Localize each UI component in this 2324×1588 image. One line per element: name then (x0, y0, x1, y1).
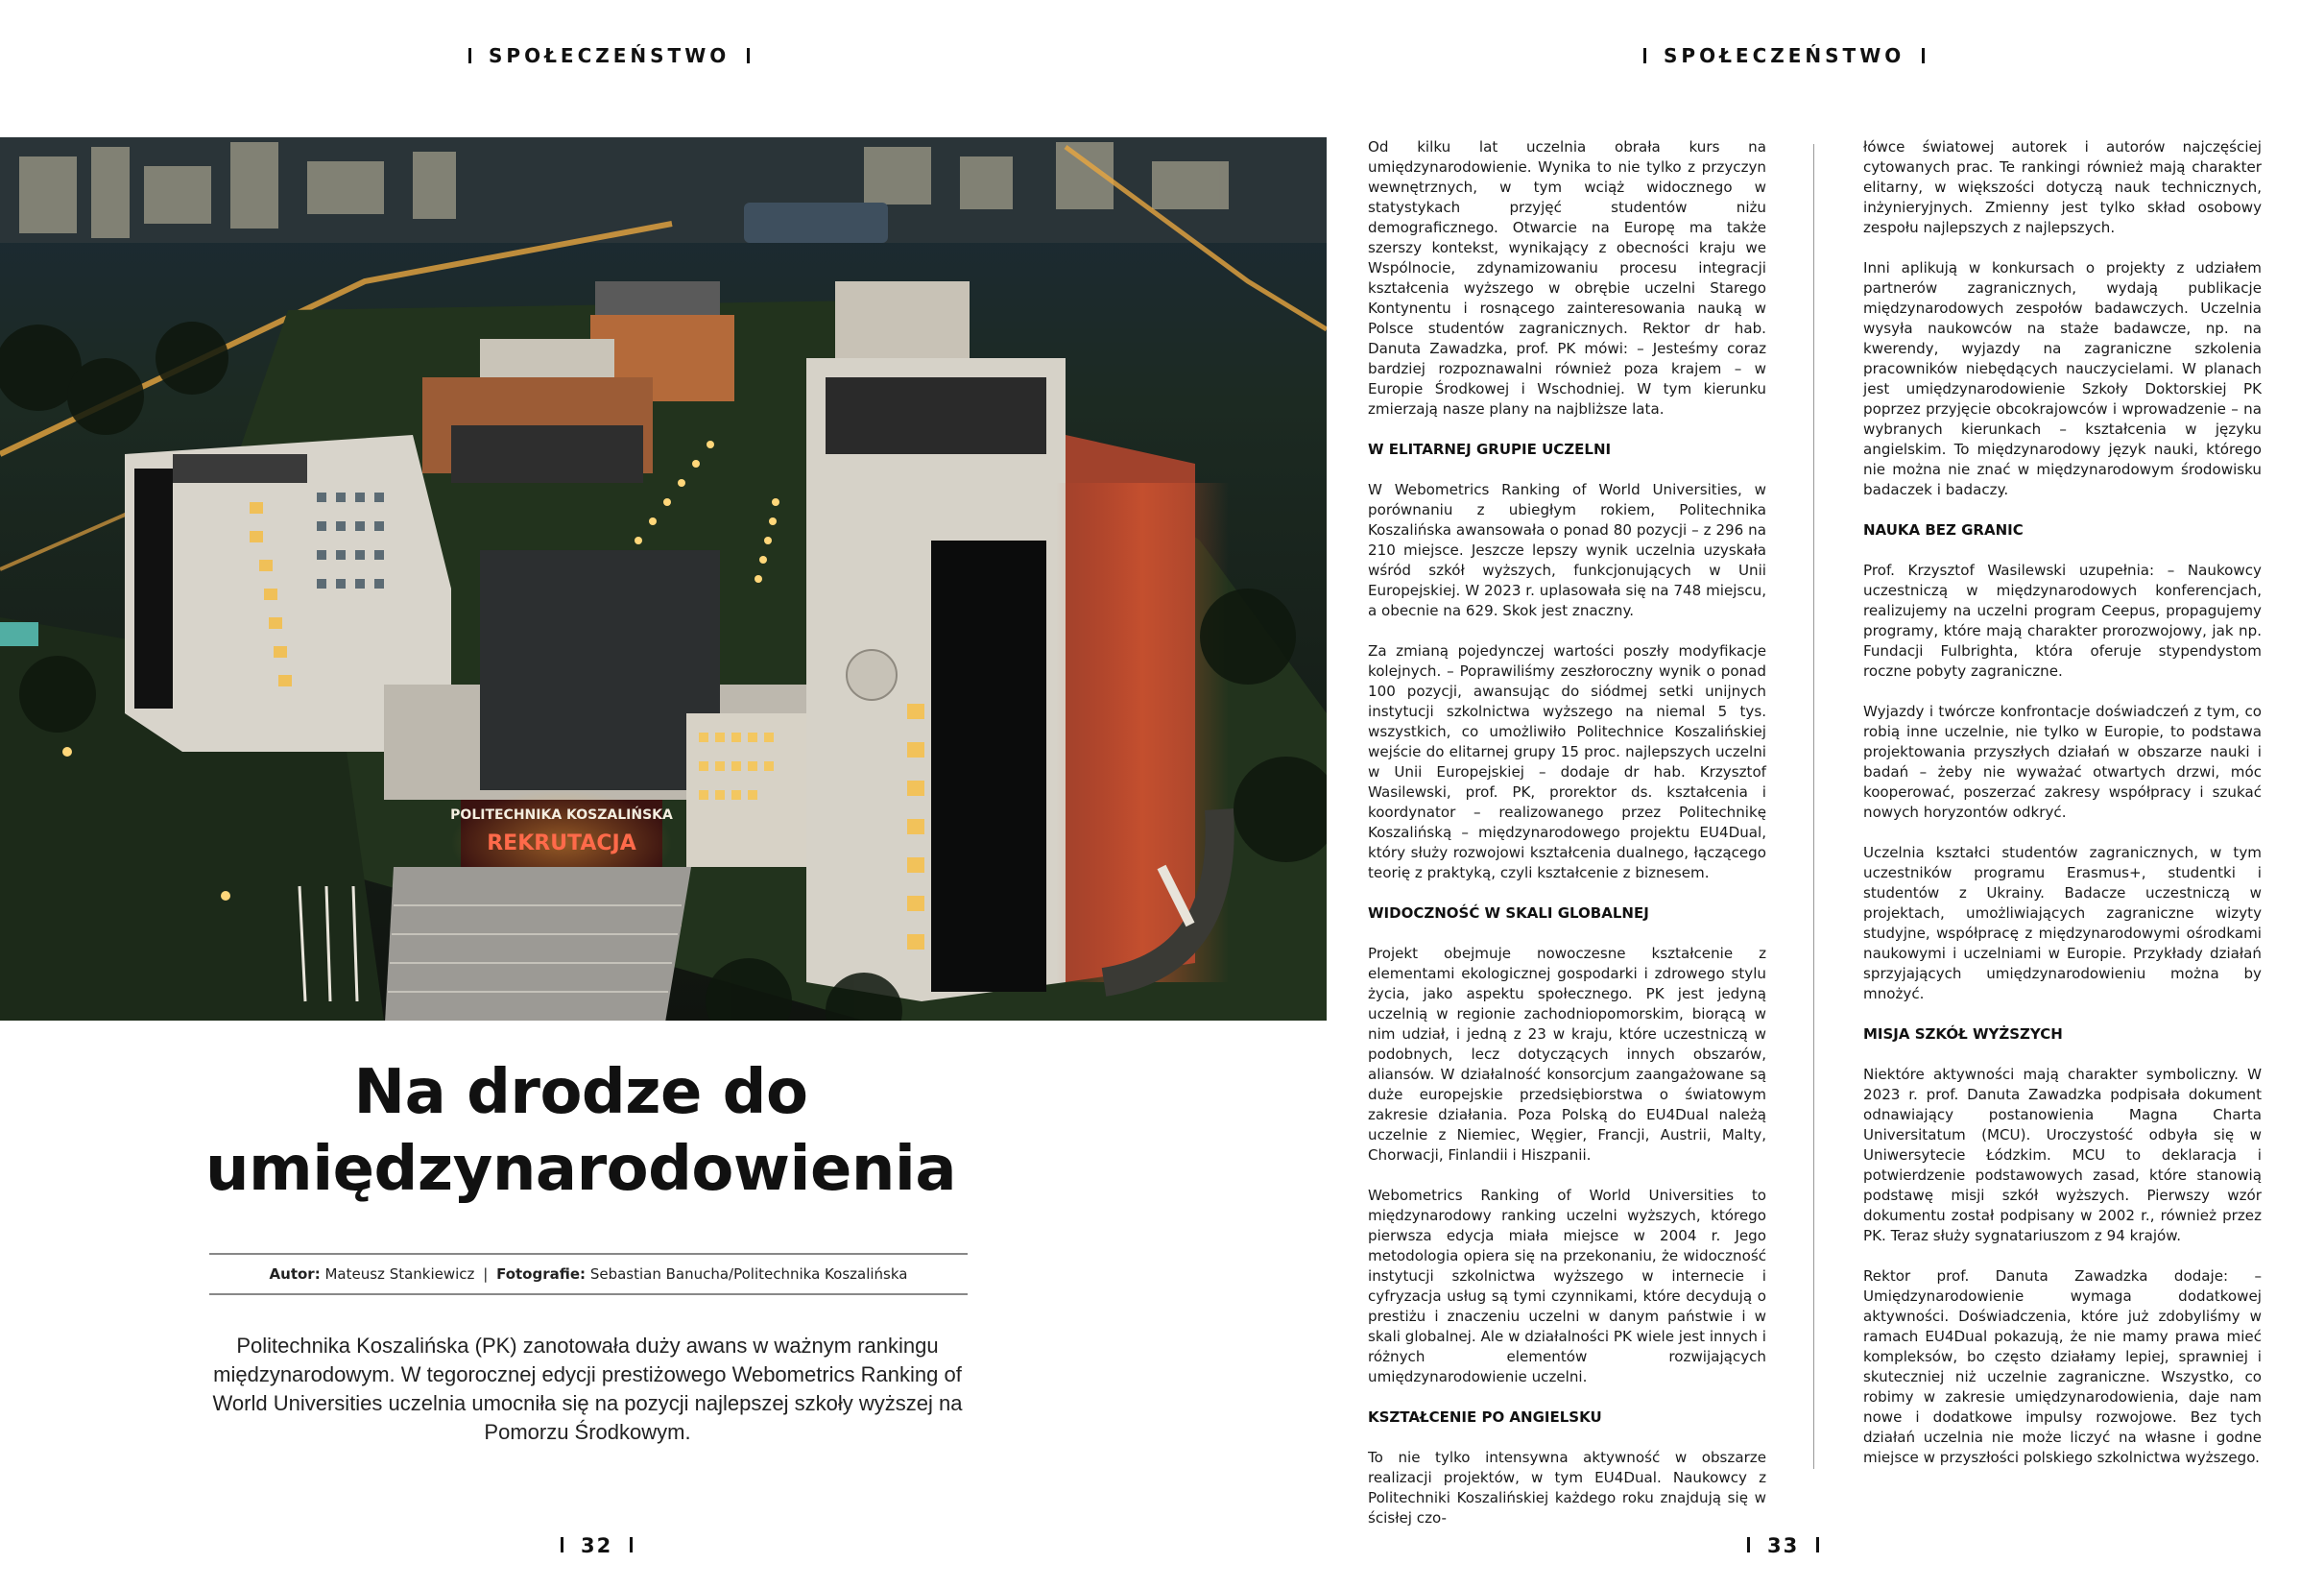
right-page (1162, 0, 2324, 1588)
paragraph: Wyjazdy i twórcze konfrontacje doświadczeń z tym, co robią inne uczelnie, nie tylko w Europie, to podstawa projektowania przyszłych działań w obszarze nauki i badań – żeby nie wyważać otwartych drzwi, móc kooperować, poszerzać zakresy współpracy i szukać nowych horyzontów odkryć. (1863, 703, 2262, 821)
running-head-right (1626, 44, 1942, 67)
paragraph: W Webometrics Ranking of World Universities, w porównaniu z ubiegłym rokiem, Politechnika Koszalińska awansowała o ponad 80 pozycji – z 296 na 210 miejsce. Jeszcze lepszy wynik uczelnia uzyskała wśród szkół wyższych, funkcjonujących w Unii Europejskiej. W 2023 r. uplasowała się na 748 miejscu, a obecnie na 629. Skok jest znaczny. (1368, 481, 1766, 619)
folio-right (1730, 1534, 1836, 1557)
headline-line-1: Na drodze do (353, 1057, 808, 1128)
page-number: 33 (1767, 1534, 1800, 1557)
paragraph: Niektóre aktywności mają charakter symboliczny. W 2023 r. prof. Danuta Zawadzka podpisała dokument odnawiający postanowienia Magna Charta Universitatum (MCU). Uroczystość odbyła się w Uniwersytecie Łódzkim. MCU to deklaracja i potwierdzenie podstawowych zasad, które stanowią podstawę misji szkół wyższych. Pierwszy wzór dokumentu został podpisany w 2002 r., również przez PK. Teraz służy sygnatariuszom z 94 krajów. (1863, 1066, 2262, 1244)
photo-credit-label: Fotografie: (496, 1265, 587, 1283)
section-name: SPOŁECZEŃSTWO (489, 44, 731, 67)
article-headline (0, 1054, 1162, 1208)
folio-left (543, 1534, 650, 1557)
building-sign-bottom: REKRUTACJA (487, 831, 636, 855)
paragraph: łówce światowej autorek i autorów najczęściej cytowanych prac. Te rankingi również mają charakter elitarny, w większości dotyczą nauk technicznych, inżynieryjnych. Zmienny jest tylko skład osobowy zespołu najlepszych z najlepszych. (1863, 138, 2262, 236)
headline-line-2: umiędzynarodowienia (204, 1134, 957, 1205)
paragraph: To nie tylko intensywna aktywność w obszarze realizacji projektów, w tym EU4Dual. Naukowcy z Politechniki Koszalińskiej każdego roku znajdują się w ścisłej czo- (1368, 1449, 1766, 1527)
page-number: 32 (581, 1534, 613, 1557)
running-head-left (451, 44, 767, 67)
rule-mark (1643, 48, 1646, 63)
rule-mark (1922, 48, 1925, 63)
building-sign-top: POLITECHNIKA KOSZALIŃSKA (450, 807, 673, 823)
campus-night-scene (0, 137, 1327, 1021)
subheading: NAUKA BEZ GRANIC (1863, 521, 2024, 539)
paragraph: Rektor prof. Danuta Zawadzka dodaje: – Umiędzynarodowienie wymaga dodatkowej aktywności. Doświadczenia, które już zdobyliśmy w ramach EU4Dual pokazują, że nie mamy prawa mieć kompleksów, bo często działamy lepiej, sprawniej i skuteczniej niż uczelnie zagraniczne. Wszystko, co robimy w zakresie umiędzynarodowienia, daje nam nowe i dodatkowe impulsy rozwojowe. Bez tych działań uczelnia nie może liczyć na własne i godne miejsce w przyszłości polskiego szkolnictwa wyższego. (1863, 1267, 2262, 1466)
subheading: WIDOCZNOŚĆ W SKALI GLOBALNEJ (1368, 904, 1649, 922)
rule-mark (747, 48, 750, 63)
author-label: Autor: (269, 1265, 321, 1283)
subheading: W ELITARNEJ GRUPIE UCZELNI (1368, 441, 1612, 458)
text-column-2 (1863, 137, 2262, 1488)
subheading: KSZTAŁCENIE PO ANGIELSKU (1368, 1408, 1602, 1426)
byline-separator: | (483, 1265, 489, 1283)
rule-mark (630, 1537, 633, 1552)
author-name: Mateusz Stankiewicz (324, 1265, 475, 1283)
paragraph: Inni aplikują w konkursach o projekty z udziałem partnerów zagranicznych, wydają publikacje międzynarodowych zespołów badawczych. Uczelnia wysyła naukowców na staże badawcze, np. na kwerendy, wyjazdy na zagraniczne szkolenia pracowników niebędących nauczycielami. W planach jest umiędzynarodowienie Szkoły Doktorskiej PK poprzez przyjęcie obcokrajowców i wprowadzenie – na wybranych kierunkach – kształcenia w języku angielskim. To międzynarodowy język nauki, którego nie można nie znać w międzynarodowym środowisku badaczek i badaczy. (1863, 259, 2262, 498)
paragraph: Webometrics Ranking of World Universities to międzynarodowy ranking uczelni wyższych, którego pierwsza edycja miała miejsce w 2004 r. Jego metodologia opiera się na przekonaniu, że widoczność instytucji szkolnictwa wyższego w internecie i cyfryzacja usług są tymi czynnikami, które decydują o prestiżu i znaczeniu uczelni w danym państwie i w skali globalnej. Ale w działalności PK wiele jest innych i różnych elementów rozwijających umiędzynarodowienie uczelni. (1368, 1187, 1766, 1385)
rule-mark (468, 48, 471, 63)
column-divider (1813, 144, 1814, 1469)
paragraph: Od kilku lat uczelnia obrała kurs na umiędzynarodowienie. Wynika to nie tylko z przyczyn wewnętrznych, w tym wciąż widocznego w statystykach przyjęć studentów niżu demograficznego. Otwarcie na Europę ma także szerszy kontekst, wynikający z obecności kraju we Wspólnocie, zdynamizowaniu procesu integracji kształcenia wyższego w obrębie uczelni Starego Kontynentu i rosnącego zainteresowania nauką w Polsce studentów zagranicznych. Rektor dr hab. Danuta Zawadzka, prof. PK mówi: – Jesteśmy coraz bardziej rozpoznawalni również poza krajem – w Europie Środkowej i Wschodniej. W tym kierunku zmierzają nasze plany na najbliższe lata. (1368, 138, 1766, 418)
byline (209, 1253, 968, 1295)
text-column-1 (1368, 137, 1766, 1549)
paragraph: Uczelnia kształci studentów zagranicznych, w tym uczestników programu Erasmus+, studentki i studentów z Ukrainy. Badacze uczestniczą w projektach, umożliwiających zagraniczne wizyty studyjne, współpracę z międzynarodowymi ośrodkami naukowymi i uczelniami w Europie. Przykłady działań sprzyjających umiędzynarodowieniu można by mnożyć. (1863, 844, 2262, 1002)
rule-mark (1816, 1537, 1819, 1552)
article-lead: Politechnika Koszalińska (PK) zanotowała duży awans w ważnym rankingu międzynarodowym. W tegorocznej edycji prestiżowego Webometrics Ranking of World Universities uczelnia umocniła się na pozycji najlepszej szkoły wyższej na Pomorzu Środkowym. (212, 1334, 963, 1444)
subheading: MISJA SZKÓŁ WYŻSZYCH (1863, 1025, 2063, 1043)
section-name: SPOŁECZEŃSTWO (1664, 44, 1905, 67)
campus-aerial-photo (0, 137, 1327, 1021)
rule-mark (1747, 1537, 1750, 1552)
rule-mark (561, 1537, 563, 1552)
paragraph: Projekt obejmuje nowoczesne kształcenie z elementami ekologicznej gospodarki i zdrowego stylu życia, jako aspektu społecznego. PK jest jedyną uczelnią w regionie zachodniopomorskim, biorącą w nim udział, i jedną z 23 w kraju, które uczestniczą w podobnych, lecz dotyczących innych obszarów, aliansów. W działalność konsorcjum zaangażowane są duże europejskie przedsiębiorstwa o światowym zakresie działania. Poza Polską do EU4Dual należą uczelnie z Niemiec, Węgier, Francji, Austrii, Malty, Chorwacji, Finlandii i Hiszpanii. (1368, 945, 1766, 1164)
photo-credit: Sebastian Banucha/Politechnika Koszalińska (589, 1265, 908, 1283)
paragraph: Za zmianą pojedynczej wartości poszły modyfikacje kolejnych. – Poprawiliśmy zeszłoroczny wynik o ponad 100 pozycji, awansując do siódmej setki unijnych instytucji szkolnictwa wyższego na niemal 5 tys. wszystkich, co umożliwiło Politechnice Koszalińskiej wejście do elitarnej grupy 15 proc. najlepszych uczelni w Unii Europejskiej – dodaje dr hab. Krzysztof Wasilewski, prof. PK, prorektor ds. kształcenia i koordynator – realizowanego przez Politechnikę Koszalińską – międzynarodowego projektu EU4Dual, który służy rozwojowi kształcenia dualnego, łączącego teorię z praktyką, czyli kształcenie z biznesem. (1368, 642, 1766, 881)
paragraph: Prof. Krzysztof Wasilewski uzupełnia: – Naukowcy uczestniczą w międzynarodowych konferencjach, realizujemy na uczelni program Ceepus, propagujemy programy, które mają charakter prorozwojowy, jak np. Fundacji Fulbrighta, która oferuje stypendystom roczne pobyty zagraniczne. (1863, 562, 2262, 680)
